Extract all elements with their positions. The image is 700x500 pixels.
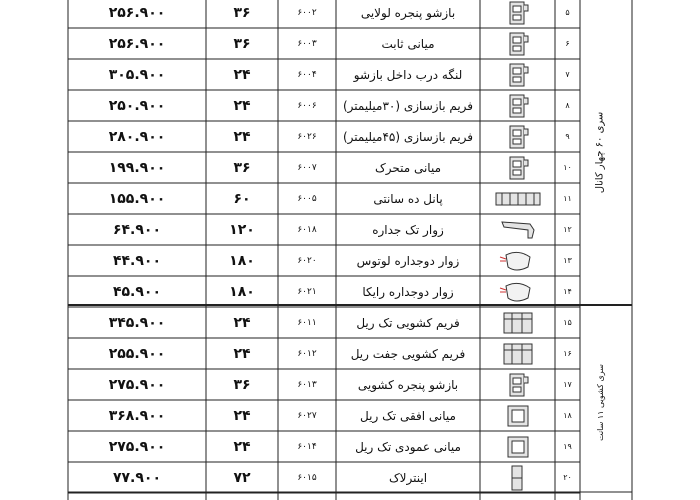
code-cell: ۶۰۰۵ bbox=[297, 193, 317, 204]
quantity-cell: ۲۴ bbox=[233, 314, 251, 331]
product-name-cell: زوار دوجداره لوتوس bbox=[356, 253, 460, 268]
product-name-cell: زوار دوجداره رایکا bbox=[362, 284, 454, 299]
price-cell: ۲۷۵.۹۰۰ bbox=[108, 438, 166, 455]
product-name-cell: لنگه درب داخل بازشو bbox=[353, 67, 463, 82]
profile-sash-icon bbox=[480, 0, 555, 28]
quantity-cell: ۲۴ bbox=[233, 97, 251, 114]
code-cell: ۶۰۱۱ bbox=[297, 317, 317, 328]
product-name-cell: میانی متحرک bbox=[374, 160, 442, 175]
row-number-cell: ۱۱ bbox=[563, 194, 572, 203]
code-cell: ۶۰۱۸ bbox=[297, 224, 317, 235]
profile-mullion-icon bbox=[480, 28, 555, 59]
product-name-cell: میانی عمودی تک ریل bbox=[355, 439, 461, 454]
series-label-60: سری ۶۰ چهار کانال bbox=[594, 111, 606, 194]
row-number-cell: ۱۵ bbox=[563, 318, 572, 327]
quantity-cell: ۳۶ bbox=[233, 4, 251, 21]
quantity-cell: ۱۸۰ bbox=[229, 252, 255, 269]
product-name-cell: فریم کشویی تک ریل bbox=[356, 315, 460, 330]
row-number-cell: ۱۹ bbox=[563, 442, 572, 451]
profile-mullion-icon bbox=[480, 152, 555, 183]
row-number-cell: ۲۰ bbox=[563, 473, 572, 482]
price-cell: ۷۷.۹۰۰ bbox=[112, 469, 162, 486]
row-number-cell: ۱۳ bbox=[563, 256, 572, 265]
quantity-cell: ۳۶ bbox=[233, 35, 251, 52]
profile-frame-icon bbox=[480, 121, 555, 152]
price-cell: ۲۵۶.۹۰۰ bbox=[108, 4, 166, 21]
row-number-cell: ۷ bbox=[565, 70, 570, 79]
code-cell: ۶۰۱۴ bbox=[297, 441, 317, 452]
quantity-cell: ۶۰ bbox=[233, 190, 251, 207]
profile-bead-double-icon bbox=[480, 245, 555, 276]
code-cell: ۶۰۲۶ bbox=[297, 131, 317, 142]
code-cell: ۶۰۱۲ bbox=[297, 348, 317, 359]
price-cell: ۳۶۸.۹۰۰ bbox=[108, 407, 166, 424]
code-cell: ۶۰۲۱ bbox=[297, 286, 317, 297]
profile-transom-icon bbox=[480, 400, 555, 431]
price-cell: ۲۵۶.۹۰۰ bbox=[108, 35, 166, 52]
series-label-sliding: سری کشویی ۱۱ سانت bbox=[595, 364, 605, 441]
row-number-cell: ۹ bbox=[565, 132, 570, 141]
quantity-cell: ۲۴ bbox=[233, 128, 251, 145]
quantity-cell: ۲۴ bbox=[233, 438, 251, 455]
row-number-cell: ۸ bbox=[565, 101, 570, 110]
quantity-cell: ۱۸۰ bbox=[229, 283, 255, 300]
product-name-cell: فریم بازسازی (۳۰میلیمتر) bbox=[342, 98, 474, 113]
code-cell: ۶۰۰۷ bbox=[297, 162, 317, 173]
quantity-cell: ۳۶ bbox=[233, 159, 251, 176]
row-number-cell: ۱۲ bbox=[563, 225, 572, 234]
price-cell: ۳۰۵.۹۰۰ bbox=[108, 66, 166, 83]
row-number-cell: ۶ bbox=[565, 39, 570, 48]
code-cell: ۶۰۲۰ bbox=[297, 255, 317, 266]
price-cell: ۲۷۵.۹۰۰ bbox=[108, 376, 166, 393]
row-number-cell: ۱۶ bbox=[563, 349, 572, 358]
quantity-cell: ۷۲ bbox=[233, 469, 251, 486]
row-number-cell: ۵ bbox=[565, 8, 570, 17]
price-cell: ۱۹۹.۹۰۰ bbox=[108, 159, 166, 176]
price-cell: ۲۵۰.۹۰۰ bbox=[108, 97, 166, 114]
profile-door-sash-icon bbox=[480, 59, 555, 90]
price-cell: ۶۴.۹۰۰ bbox=[112, 221, 162, 238]
price-cell: ۴۵.۹۰۰ bbox=[112, 283, 162, 300]
price-cell: ۲۵۵.۹۰۰ bbox=[108, 345, 166, 362]
row-number-cell: ۱۰ bbox=[563, 163, 572, 172]
quantity-cell: ۲۴ bbox=[233, 66, 251, 83]
code-cell: ۶۰۰۲ bbox=[297, 7, 317, 18]
code-cell: ۶۰۱۵ bbox=[297, 472, 317, 483]
code-cell: ۶۰۱۳ bbox=[297, 379, 317, 390]
product-name-cell: میانی ثابت bbox=[381, 36, 435, 51]
quantity-cell: ۲۴ bbox=[233, 345, 251, 362]
profile-sliding-sash-icon bbox=[480, 369, 555, 400]
product-name-cell: فریم بازسازی (۴۵میلیمتر) bbox=[342, 129, 474, 144]
code-cell: ۶۰۰۴ bbox=[297, 69, 317, 80]
row-number-cell: ۱۸ bbox=[563, 411, 572, 420]
profile-interlock-icon bbox=[480, 462, 555, 493]
profile-sliding-frame-icon bbox=[480, 338, 555, 369]
price-cell: ۱۵۵.۹۰۰ bbox=[108, 190, 166, 207]
profile-sliding-frame-icon bbox=[480, 307, 555, 338]
product-name-cell: زوار تک جداره bbox=[372, 222, 444, 237]
row-number-cell: ۱۷ bbox=[563, 380, 572, 389]
product-name-cell: بازشو پنجره کشویی bbox=[357, 377, 459, 392]
product-name-cell: میانی افقی تک ریل bbox=[360, 408, 456, 423]
product-name-cell: فریم کشویی جفت ریل bbox=[350, 346, 466, 361]
price-cell: ۲۸۰.۹۰۰ bbox=[108, 128, 166, 145]
price-cell: ۴۴.۹۰۰ bbox=[112, 252, 162, 269]
product-name-cell: بازشو پنجره لولایی bbox=[360, 5, 456, 20]
code-cell: ۶۰۰۶ bbox=[297, 100, 317, 111]
row-number-cell: ۱۴ bbox=[563, 287, 572, 296]
price-cell: ۳۴۵.۹۰۰ bbox=[108, 314, 166, 331]
quantity-cell: ۳۶ bbox=[233, 376, 251, 393]
profile-bead-double-icon bbox=[480, 276, 555, 307]
quantity-cell: ۱۲۰ bbox=[229, 221, 255, 238]
profile-transom-icon bbox=[480, 431, 555, 462]
product-name-cell: پانل ده سانتی bbox=[373, 191, 443, 206]
product-name-cell: اینترلاک bbox=[388, 470, 428, 485]
quantity-cell: ۲۴ bbox=[233, 407, 251, 424]
profile-panel-icon bbox=[480, 183, 555, 214]
code-cell: ۶۰۰۳ bbox=[297, 38, 317, 49]
profile-bead-icon bbox=[480, 214, 555, 245]
code-cell: ۶۰۲۷ bbox=[297, 410, 317, 421]
profile-frame-icon bbox=[480, 90, 555, 121]
